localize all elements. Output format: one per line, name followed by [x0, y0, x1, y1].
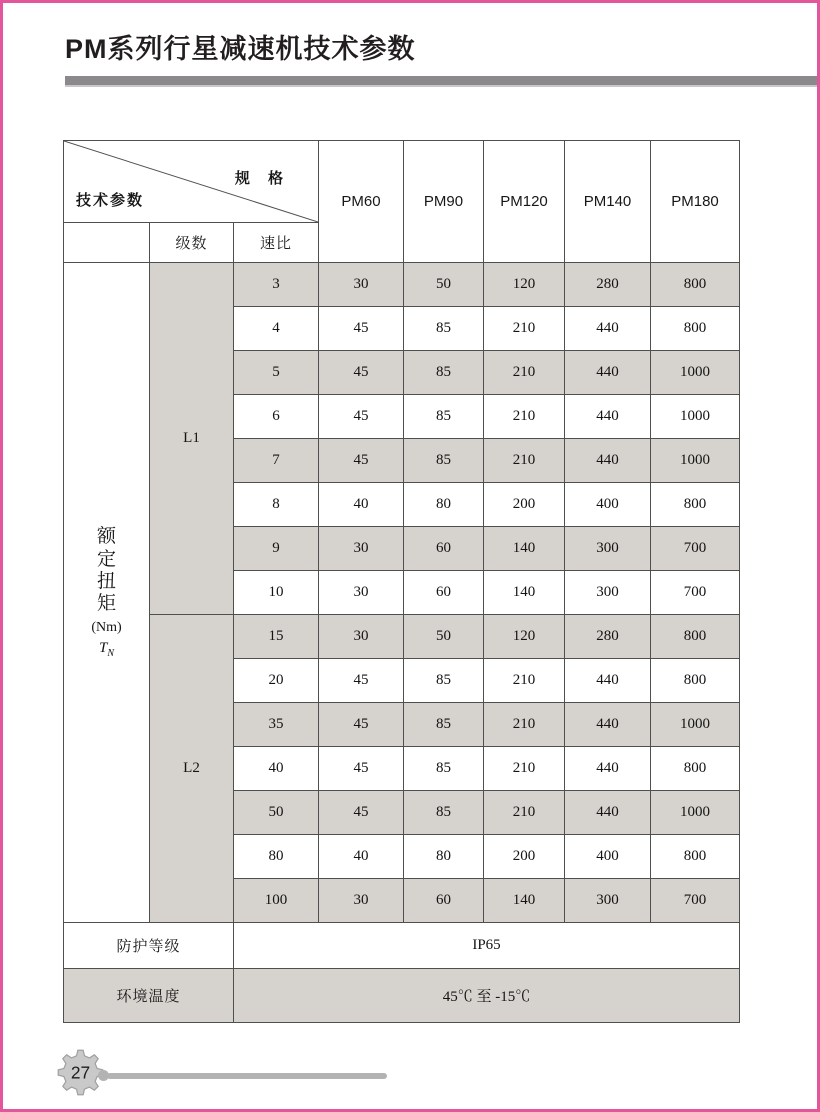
torque-value-cell: 210: [484, 351, 565, 395]
torque-value-cell: 440: [565, 747, 651, 791]
ratio-cell: 4: [234, 307, 319, 351]
ratio-cell: 15: [234, 615, 319, 659]
torque-value-cell: 800: [651, 483, 740, 527]
temperature-row: [64, 969, 740, 1023]
torque-value-cell: 30: [319, 571, 404, 615]
ratio-cell: 35: [234, 703, 319, 747]
ratio-cell: 5: [234, 351, 319, 395]
torque-value-cell: 440: [565, 351, 651, 395]
protection-value: IP65: [234, 923, 740, 969]
torque-value-cell: 300: [565, 527, 651, 571]
torque-symbol-sub: N: [107, 647, 114, 659]
torque-label-cell: [64, 263, 150, 923]
torque-value-cell: 40: [319, 835, 404, 879]
torque-value-cell: 700: [651, 571, 740, 615]
table-body: [64, 263, 740, 923]
column-header-pm60: PM60: [319, 141, 404, 263]
empty-header-cell: [64, 223, 150, 263]
spec-table: [63, 140, 740, 1023]
ratio-cell: 10: [234, 571, 319, 615]
torque-value-cell: 210: [484, 307, 565, 351]
torque-value-cell: 280: [565, 263, 651, 307]
ratio-cell: 40: [234, 747, 319, 791]
gear-icon: [57, 1049, 104, 1096]
torque-value-cell: 45: [319, 791, 404, 835]
protection-row: [64, 923, 740, 969]
torque-value-cell: 30: [319, 879, 404, 923]
table-row: [64, 615, 740, 659]
torque-value-cell: 140: [484, 879, 565, 923]
torque-value-cell: 45: [319, 395, 404, 439]
torque-value-cell: 85: [404, 703, 484, 747]
torque-value-cell: 140: [484, 527, 565, 571]
page-number: 27: [70, 1062, 91, 1083]
torque-value-cell: 30: [319, 527, 404, 571]
torque-value-cell: 50: [404, 263, 484, 307]
ratio-header: 速比: [234, 223, 319, 263]
tech-params-corner-label: 技术参数: [76, 192, 145, 209]
torque-symbol-main: T: [98, 639, 108, 656]
ratio-cell: 8: [234, 483, 319, 527]
torque-value-cell: 400: [565, 835, 651, 879]
spec-corner-label: 规 格: [234, 170, 291, 187]
page-title: PM系列行星减速机技术参数: [65, 34, 416, 64]
ratio-cell: 9: [234, 527, 319, 571]
torque-value-cell: 85: [404, 747, 484, 791]
table-footer: [64, 923, 740, 1023]
torque-value-cell: 440: [565, 439, 651, 483]
ratio-cell: 6: [234, 395, 319, 439]
torque-value-cell: 210: [484, 703, 565, 747]
torque-value-cell: 1000: [651, 395, 740, 439]
torque-value-cell: 1000: [651, 703, 740, 747]
footer-decorative-line: [107, 1073, 387, 1079]
torque-value-cell: 800: [651, 747, 740, 791]
torque-value-cell: 85: [404, 307, 484, 351]
torque-value-cell: 1000: [651, 351, 740, 395]
torque-value-cell: 440: [565, 395, 651, 439]
torque-value-cell: 300: [565, 879, 651, 923]
torque-unit-label: (Nm): [91, 619, 122, 635]
torque-value-cell: 45: [319, 703, 404, 747]
torque-value-cell: 800: [651, 659, 740, 703]
torque-value-cell: 60: [404, 879, 484, 923]
temperature-value: 45℃ 至 -15℃: [234, 969, 740, 1023]
ratio-cell: 20: [234, 659, 319, 703]
title-underline: [65, 76, 817, 87]
torque-value-cell: 80: [404, 835, 484, 879]
torque-value-cell: 85: [404, 791, 484, 835]
column-header-pm120: PM120: [484, 141, 565, 263]
torque-value-cell: 45: [319, 307, 404, 351]
torque-symbol: [99, 640, 114, 659]
torque-value-cell: 440: [565, 703, 651, 747]
protection-label: 防护等级: [64, 923, 234, 969]
torque-value-cell: 45: [319, 351, 404, 395]
ratio-cell: 7: [234, 439, 319, 483]
torque-value-cell: 800: [651, 307, 740, 351]
torque-value-cell: 440: [565, 659, 651, 703]
torque-label-vertical: 额定扭矩: [96, 526, 116, 615]
column-header-pm140: PM140: [565, 141, 651, 263]
torque-value-cell: 210: [484, 439, 565, 483]
torque-value-cell: 80: [404, 483, 484, 527]
torque-value-cell: 140: [484, 571, 565, 615]
torque-value-cell: 440: [565, 307, 651, 351]
torque-value-cell: 120: [484, 263, 565, 307]
torque-value-cell: 210: [484, 395, 565, 439]
torque-value-cell: 210: [484, 747, 565, 791]
torque-value-cell: 85: [404, 659, 484, 703]
torque-value-cell: 85: [404, 395, 484, 439]
ratio-cell: 80: [234, 835, 319, 879]
torque-value-cell: 50: [404, 615, 484, 659]
torque-value-cell: 60: [404, 527, 484, 571]
ratio-cell: 50: [234, 791, 319, 835]
torque-value-cell: 30: [319, 263, 404, 307]
torque-value-cell: 800: [651, 835, 740, 879]
torque-value-cell: 440: [565, 791, 651, 835]
torque-value-cell: 800: [651, 615, 740, 659]
header-row: [64, 141, 740, 223]
torque-value-cell: 120: [484, 615, 565, 659]
column-header-pm90: PM90: [404, 141, 484, 263]
torque-value-cell: 800: [651, 263, 740, 307]
torque-value-cell: 40: [319, 483, 404, 527]
torque-value-cell: 280: [565, 615, 651, 659]
torque-value-cell: 1000: [651, 791, 740, 835]
table-row: [64, 263, 740, 307]
ratio-cell: 100: [234, 879, 319, 923]
torque-value-cell: 400: [565, 483, 651, 527]
stage-header: 级数: [150, 223, 234, 263]
diagonal-header-cell: [64, 141, 319, 223]
stage-cell-l1: L1: [150, 263, 234, 615]
column-header-pm180: PM180: [651, 141, 740, 263]
torque-value-cell: 30: [319, 615, 404, 659]
temperature-label: 环境温度: [64, 969, 234, 1023]
ratio-cell: 3: [234, 263, 319, 307]
torque-value-cell: 85: [404, 439, 484, 483]
torque-value-cell: 700: [651, 527, 740, 571]
torque-value-cell: 210: [484, 659, 565, 703]
torque-value-cell: 45: [319, 659, 404, 703]
torque-value-cell: 45: [319, 439, 404, 483]
torque-value-cell: 700: [651, 879, 740, 923]
torque-value-cell: 85: [404, 351, 484, 395]
torque-value-cell: 1000: [651, 439, 740, 483]
torque-value-cell: 300: [565, 571, 651, 615]
torque-value-cell: 60: [404, 571, 484, 615]
torque-value-cell: 45: [319, 747, 404, 791]
stage-cell-l2: L2: [150, 615, 234, 923]
torque-value-cell: 200: [484, 483, 565, 527]
torque-value-cell: 210: [484, 791, 565, 835]
torque-value-cell: 200: [484, 835, 565, 879]
